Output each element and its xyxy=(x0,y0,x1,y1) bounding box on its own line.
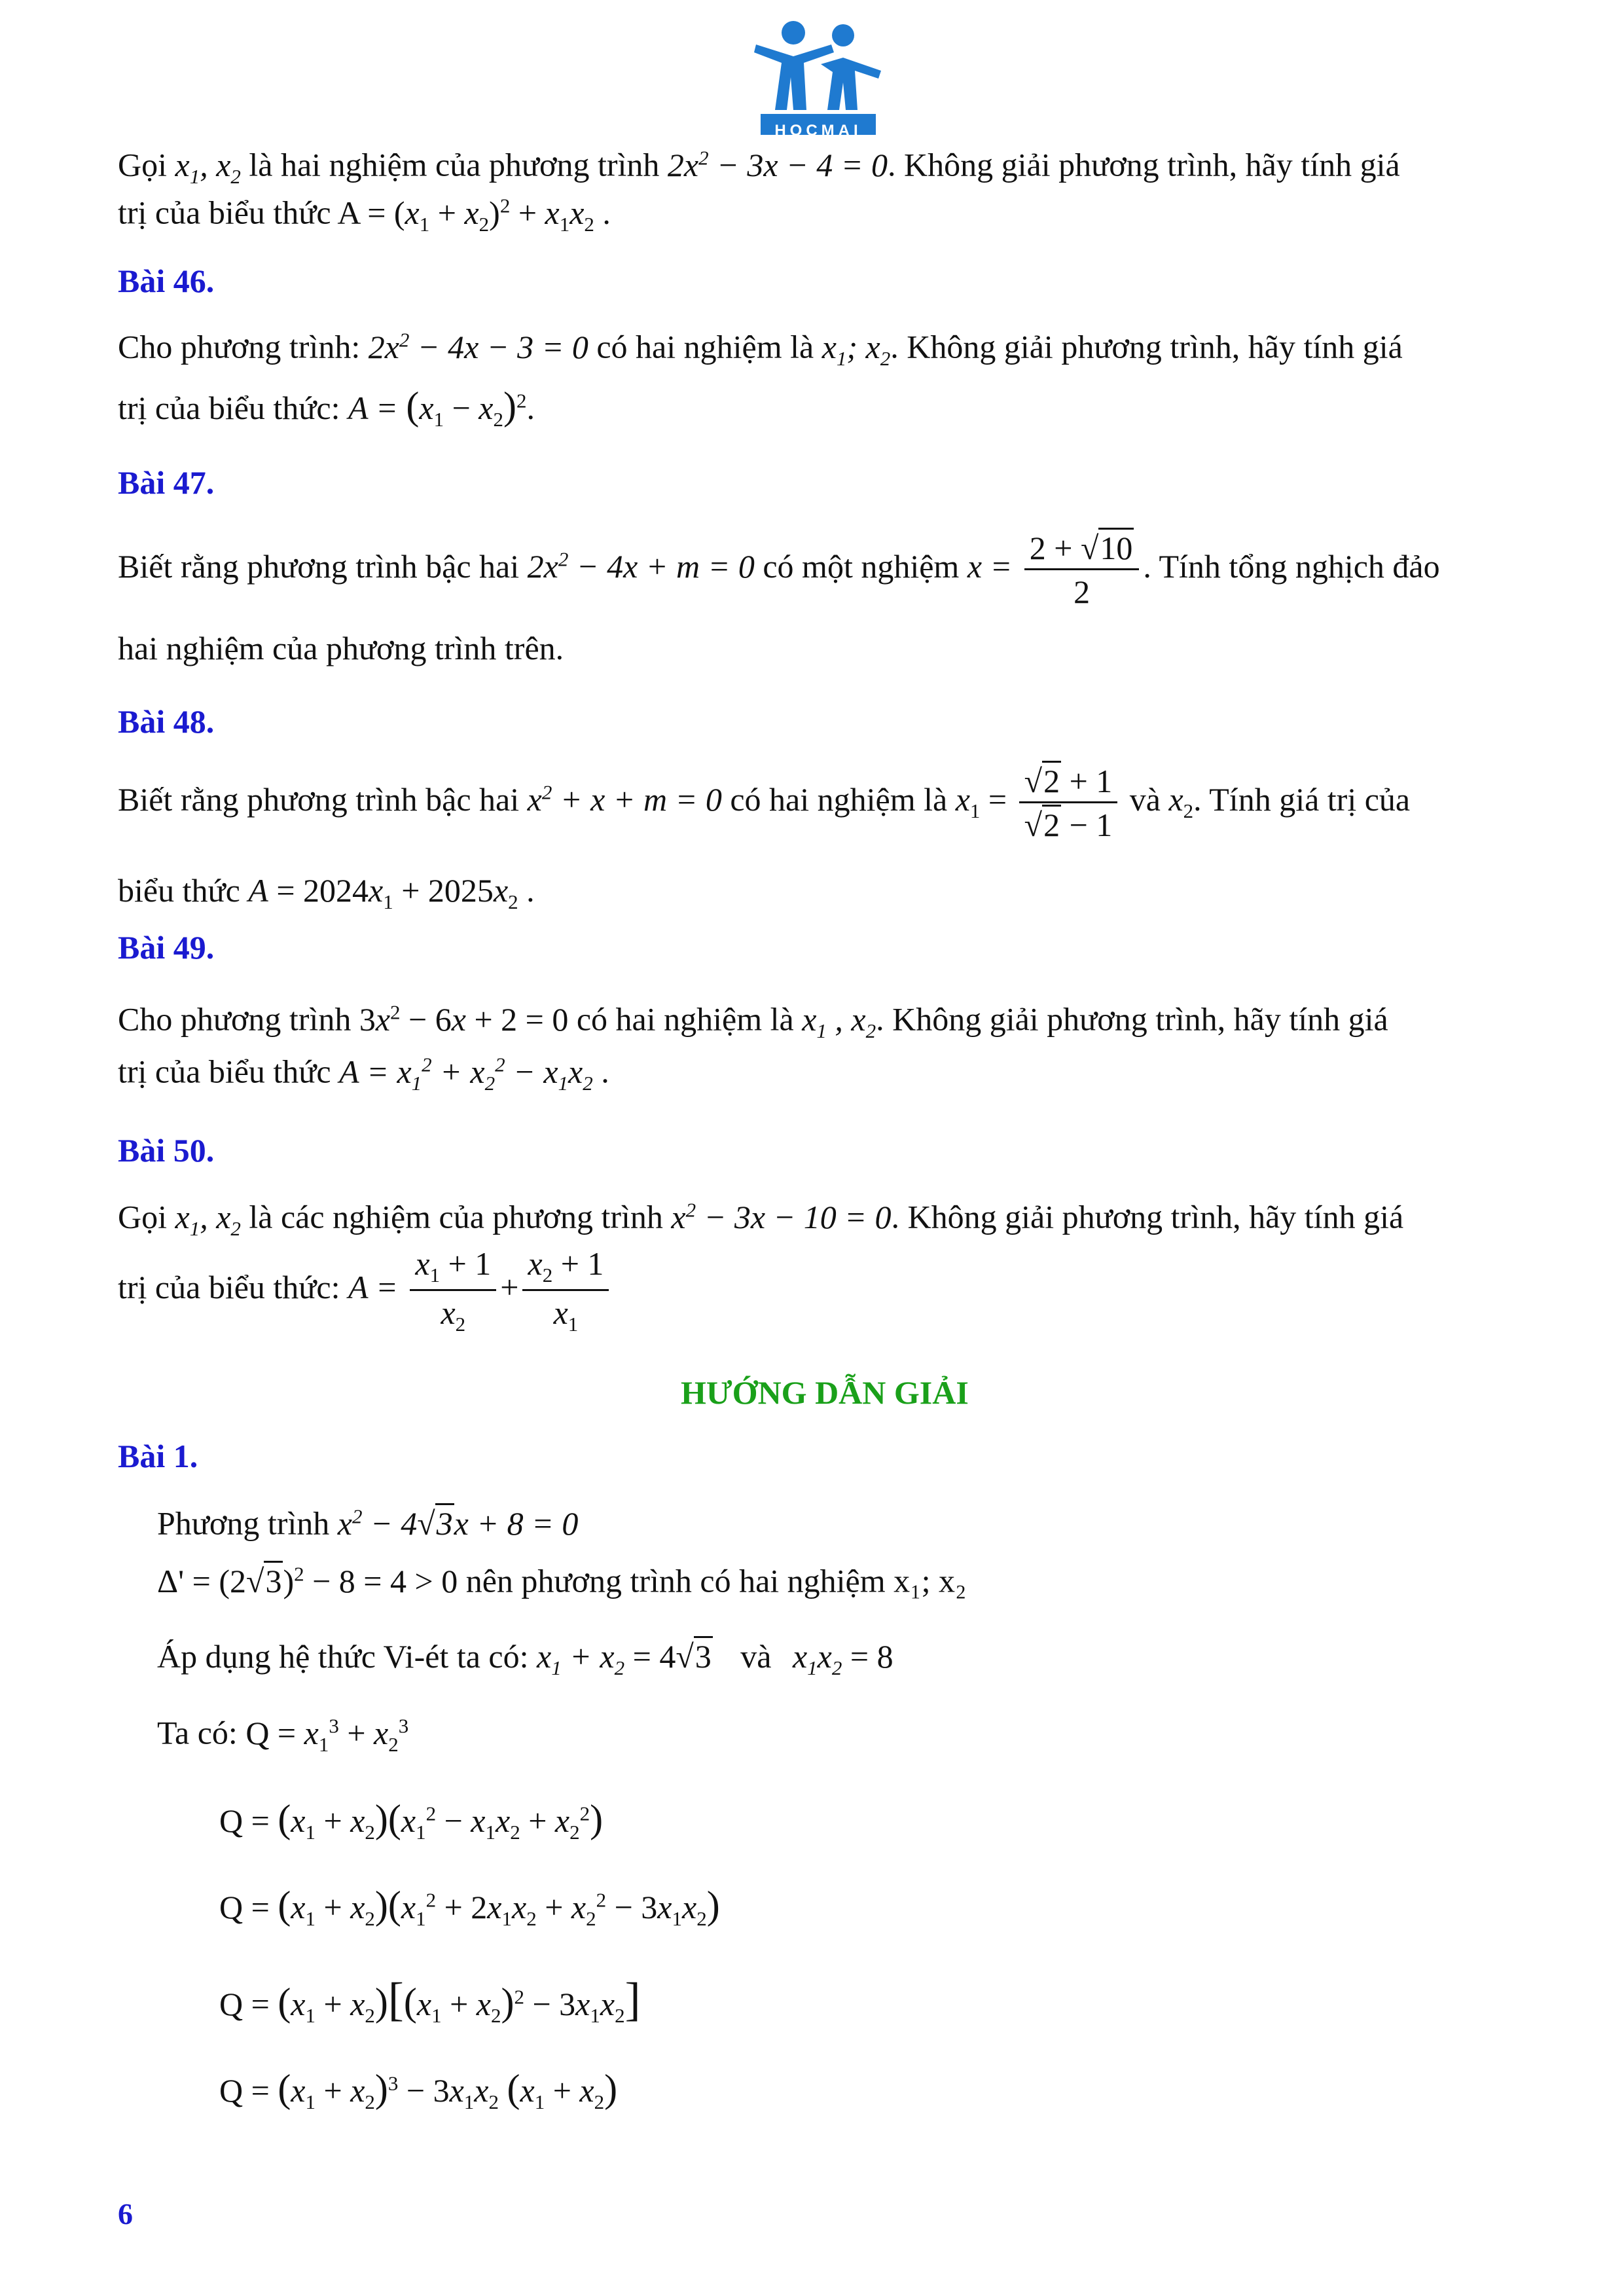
q-step-4: $Q = (x_1 + x_2)^3 - 3x_1x_2$ $(x_1 + x_2)$ xyxy=(219,2067,618,2113)
bai-50-fraction-1: $\frac{x_1 + 1}{x_2}$ xyxy=(410,1247,496,1334)
bai-47-text-2: có một nghiệm xyxy=(763,547,960,585)
solution-title: HƯỚNG DẪN GIẢI xyxy=(681,1374,969,1411)
bai-46-line-2: trị của biểu thức: $A = (x_1 - x_2)^2$. xyxy=(118,384,535,431)
bai-47-heading: Bài 47. xyxy=(118,464,215,501)
bai-47-text-3: . Tính tổng nghịch đảo xyxy=(1143,547,1440,585)
bai-48-text-2: có hai nghiệm là xyxy=(730,780,948,818)
bai-1-heading: Bài 1. xyxy=(118,1438,198,1474)
bai-50-line-1: Gọi $x_1$, $x_2$ là các nghiệm của phương trình $x^2 - 3x - 10 = 0$. Không giải phương trình, hãy tính giá xyxy=(118,1198,1404,1240)
bai-49-text-2: có hai nghiệm là xyxy=(576,1000,794,1038)
q-step-3: $Q = (x_1 + x_2)[(x_1 + x_2)^2 - 3x_1x_2]$ xyxy=(219,1973,641,2027)
solution-line-3: Áp dụng hệ thức Vi-ét ta có: $x_1 + x_2 = 4√3$ và $x_1x_2 = 8$ xyxy=(157,1640,893,1678)
bai-47-line-1: Biết rằng phương trình bậc hai $2x^2 - 4x + m = 0$ có một nghiệm x = $\frac{2 + √10}{2}$ . Tính tổng nghịch đảo xyxy=(118,532,1440,608)
solution-text-3: Áp dụng hệ thức Vi-ét ta có: xyxy=(157,1638,529,1675)
bai-47-text-1: Biết rằng phương trình bậc hai xyxy=(118,547,520,585)
bai-49-text-4: trị của biểu thức xyxy=(118,1053,331,1090)
bai-50-text-4: trị của biểu thức: xyxy=(118,1268,340,1305)
page-number: 6 xyxy=(118,2197,133,2231)
bai-48-heading: Bài 48. xyxy=(118,703,215,740)
bai-48-fraction: $\frac{√2 + 1}{√2 - 1}$ xyxy=(1019,765,1118,841)
bai-46-text-2: có hai nghiệm là xyxy=(596,328,814,365)
bai-48-line-2: biểu thức $A = 2024x_1 + 2025x_2$ . xyxy=(118,872,535,913)
intro-line-1: Gọi $x_1$, $x_2$ là hai nghiệm của phương trình $2x^2 - 3x - 4 = 0$. Không giải phương trình, hãy tính giá xyxy=(118,146,1400,188)
intro-line-2: trị của biểu thức $A = (x_1 + x_2)^2 + x_1x_2$ . xyxy=(118,194,611,236)
intro-text-2: là hai nghiệm của phương trình xyxy=(249,146,660,183)
bai-48-text-1: Biết rằng phương trình bậc hai xyxy=(118,780,520,818)
bai-47-text-4: hai nghiệm của phương trình trên. xyxy=(118,630,564,666)
logo-text: HOCMAI xyxy=(774,122,862,139)
bai-50-heading: Bài 50. xyxy=(118,1132,215,1169)
hocmai-figures-icon xyxy=(753,18,884,113)
solution-line-4: Ta có: $Q = x_1^3 + x_2^3$ xyxy=(157,1714,409,1756)
solution-text-4: Ta có: xyxy=(157,1714,238,1751)
bai-47-fraction: $\frac{2 + √10}{2}$ xyxy=(1024,532,1140,608)
solution-text-3b: và xyxy=(740,1638,772,1675)
bai-48-line-1: Biết rằng phương trình bậc hai $x^2 + x + m = 0$ có hai nghiệm là $x_1$ = $\frac{√2 + 1}{√2 - 1}$ và $x_2$. Tính giá trị của xyxy=(118,765,1410,841)
bai-49-text-1: Cho phương trình xyxy=(118,1000,352,1038)
hocmai-wordmark xyxy=(761,114,876,139)
bai-50-text-1: Gọi xyxy=(118,1198,167,1235)
bai-48-text-5: biểu thức xyxy=(118,872,240,909)
hocmai-logo xyxy=(753,18,884,139)
solution-text-1: Phương trình xyxy=(157,1504,330,1542)
bai-49-text-3: . Không giải phương trình, hãy tính giá xyxy=(876,1000,1388,1038)
solution-line-1: Phương trình $x^2 - 4√3x + 8 = 0$ xyxy=(157,1506,578,1540)
bai-46-text-1: Cho phương trình: xyxy=(118,328,361,365)
bai-50-text-3: . Không giải phương trình, hãy tính giá xyxy=(891,1198,1404,1235)
q-step-1: $Q = (x_1 + x_2)(x_1^2 - x_1x_2 + x_2^2)$ xyxy=(219,1797,604,1844)
bai-48-text-3: và xyxy=(1129,780,1161,818)
intro-text-1: Gọi xyxy=(118,146,167,183)
intro-text-4: trị của biểu thức xyxy=(118,194,331,231)
bai-50-line-2: trị của biểu thức: A = $\frac{x_1 + 1}{x_2}$ + $\frac{x_2 + 1}{x_1}$ xyxy=(118,1247,613,1334)
bai-50-fraction-2: $\frac{x_2 + 1}{x_1}$ xyxy=(522,1247,609,1334)
bai-50-text-2: là các nghiệm của phương trình xyxy=(249,1198,663,1235)
bai-46-text-3: . Không giải phương trình, hãy tính giá xyxy=(890,328,1403,365)
bai-46-heading: Bài 46. xyxy=(118,263,215,299)
bai-47-line-2 xyxy=(118,632,564,665)
bai-49-line-1: Cho phương trình $3x^2 - 6x + 2 = 0$ có hai nghiệm là $x_1$ , $x_2$. Không giải phương trình, hãy tính giá xyxy=(118,1000,1388,1042)
intro-text-3: . Không giải phương trình, hãy tính giá xyxy=(888,146,1400,183)
q-step-2: $Q = (x_1 + x_2)(x_1^2 + 2x_1x_2 + x_2^2 - 3x_1x_2)$ xyxy=(219,1884,720,1930)
bai-46-line-1: Cho phương trình: $2x^2 - 4x - 3 = 0$ có hai nghiệm là $x_1$; $x_2$. Không giải phương trình, hãy tính giá xyxy=(118,328,1403,370)
bai-48-text-4: . Tính giá trị của xyxy=(1193,780,1411,818)
bai-46-text-4: trị của biểu thức: xyxy=(118,390,340,426)
bai-49-heading: Bài 49. xyxy=(118,929,215,966)
solution-text-2: nên phương trình có hai nghiệm x₁; x₂ xyxy=(465,1562,967,1599)
bai-49-line-2: trị của biểu thức $A = x_1^2 + x_2^2 - x_1x_2$ . xyxy=(118,1053,609,1095)
solution-line-2: $\Delta' = (2√3)^2 - 8 = 4 > 0$ nên phương trình có hai nghiệm x₁; x₂ xyxy=(157,1563,966,1597)
